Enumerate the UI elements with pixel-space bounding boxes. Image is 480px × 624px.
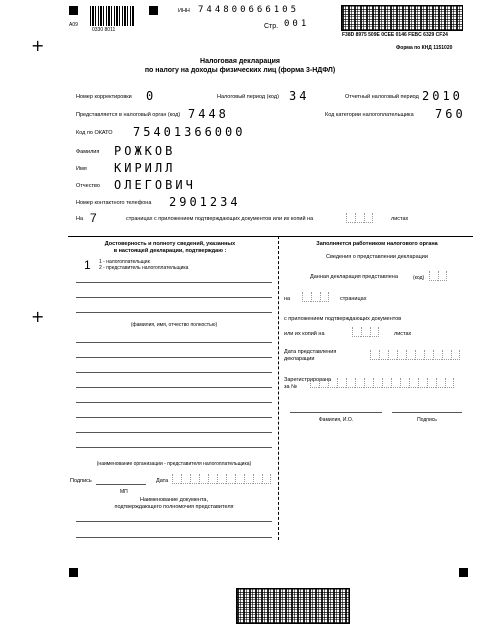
date-label1: Дата представления (284, 349, 337, 355)
name-label: Имя (76, 166, 87, 172)
year-label: Отчетный налоговый период (345, 94, 419, 100)
pages-prefix: На (76, 216, 84, 222)
fio-caption: (фамилия, имя, отчество полностью) (130, 322, 218, 328)
on-label: на (284, 296, 291, 302)
right-heading: Заполняется работником налогового органа (316, 241, 438, 247)
right-pages-boxes[interactable] (302, 292, 329, 302)
option1-label: 1 - налогоплательщик (99, 259, 150, 265)
title-line2: по налогу на доходы физических лиц (форма 3-НДФЛ) (144, 67, 336, 74)
form-knd: Форма по КНД 1151020 (396, 45, 453, 51)
authority-value[interactable]: 7448 (188, 107, 229, 121)
org-line-8 (76, 447, 272, 448)
2d-barcode-bottom (236, 588, 350, 624)
with-docs-label: с приложением подтверждающих документов (284, 316, 402, 322)
right-fio-line[interactable] (290, 412, 382, 413)
category-value[interactable]: 760 (435, 107, 466, 121)
fio-line-3 (76, 312, 272, 313)
org-line-4 (76, 387, 272, 388)
corner-marker-top-left (69, 6, 78, 15)
page-value: 001 (284, 19, 310, 29)
period-value[interactable]: 34 (289, 89, 310, 103)
sign-label: Подпись (70, 478, 92, 484)
code-label: (код) (413, 275, 425, 281)
corner-marker-bottom-left (69, 568, 78, 577)
right-sheets-label: листах (394, 331, 412, 337)
org-line-5 (76, 402, 272, 403)
reg-label2: за № (284, 384, 298, 390)
corner-marker-bottom-right (459, 568, 468, 577)
inn-label: ИНН (178, 8, 190, 14)
fio-line-1 (76, 282, 272, 283)
left-date-boxes[interactable] (172, 474, 271, 484)
date-label2: декларации (284, 356, 315, 362)
right-date-boxes[interactable] (370, 350, 460, 360)
page-code: А09 (69, 22, 78, 28)
name-value[interactable]: КИРИЛЛ (114, 161, 176, 175)
corner-marker-top-mid (149, 6, 158, 15)
pages-value[interactable]: 7 (90, 211, 97, 225)
org-line-2 (76, 357, 272, 358)
okato-value[interactable]: 75401366000 (133, 125, 246, 139)
plus-mark-middle: + (31, 307, 45, 326)
doc-line-2 (76, 537, 272, 538)
org-caption: (наименование организации - представителя налогоплательщика) (96, 461, 252, 467)
presented-code-boxes[interactable] (429, 271, 447, 281)
org-line-6 (76, 417, 272, 418)
sheets-text: листах (391, 216, 409, 222)
right-sign-line[interactable] (392, 412, 462, 413)
left-heading1: Достоверность и полноту сведений, указанных (104, 241, 236, 247)
right-sub: Сведения о представлении декларации (326, 254, 428, 260)
option2-label: 2 - представитель налогоплательщика (99, 265, 189, 271)
title-line1: Налоговая декларация (200, 58, 280, 65)
doc-line1: Наименование документа, (139, 497, 208, 503)
left-date-label: Дата (156, 478, 169, 484)
surname-value[interactable]: РОЖКОВ (114, 144, 176, 158)
fio-line-2 (76, 297, 272, 298)
copies-boxes[interactable] (352, 327, 379, 337)
authority-label: Представляется в налоговый орган (код) (76, 112, 181, 118)
barcode-digits: 0330 8011 (92, 27, 116, 33)
phone-label: Номер контактного телефона (76, 200, 152, 206)
mp-label: МП (120, 489, 128, 495)
org-line-3 (76, 372, 272, 373)
section-divider (68, 236, 473, 237)
pages-text: страницах с приложением подтверждающих документов или их копий на (126, 216, 314, 222)
org-line-1 (76, 342, 272, 343)
presented-label: Данная декларация представлена (310, 274, 398, 280)
doc-line2: подтверждающего полномочия представителя (114, 504, 234, 510)
patronymic-value[interactable]: ОЛЕГОВИЧ (114, 178, 196, 192)
sheets-boxes[interactable] (346, 213, 373, 223)
linear-barcode (90, 6, 135, 26)
category-label: Код категории налогоплательщика (325, 112, 414, 118)
correction-label: Номер корректировки (76, 94, 132, 100)
period-label: Налоговый период (код) (217, 94, 279, 100)
column-divider (278, 236, 279, 540)
patronymic-label: Отчество (76, 183, 100, 189)
right-sign-caption: Подпись (417, 417, 437, 423)
left-heading2: в настоящей декларации, подтверждаю : (113, 248, 227, 254)
reg-label1: Зарегистрирована (284, 377, 332, 383)
surname-label: Фамилия (76, 149, 100, 155)
hash-text: F38D 8975 509E 0CEE 0146 FEBC 6329 CF24 (342, 32, 448, 38)
right-pages-label: страницах (340, 296, 367, 302)
year-value[interactable]: 2010 (422, 89, 463, 103)
page-label: Стр. (264, 23, 279, 30)
okato-label: Код по ОКАТО (76, 130, 113, 136)
phone-value[interactable]: 2901234 (169, 195, 241, 209)
signatory-option-value[interactable]: 1 (84, 258, 91, 272)
right-fio-caption: Фамилия, И.О. (318, 417, 354, 423)
plus-mark-top: + (31, 36, 45, 55)
reg-number-boxes[interactable] (310, 378, 454, 388)
inn-value: 744800666105 (198, 5, 300, 15)
correction-value[interactable]: 0 (146, 89, 157, 103)
doc-line-1 (76, 521, 272, 522)
sign-line[interactable] (96, 484, 146, 485)
2d-barcode-top (341, 5, 463, 31)
copies-label: или их копий на (284, 331, 325, 337)
org-line-7 (76, 432, 272, 433)
